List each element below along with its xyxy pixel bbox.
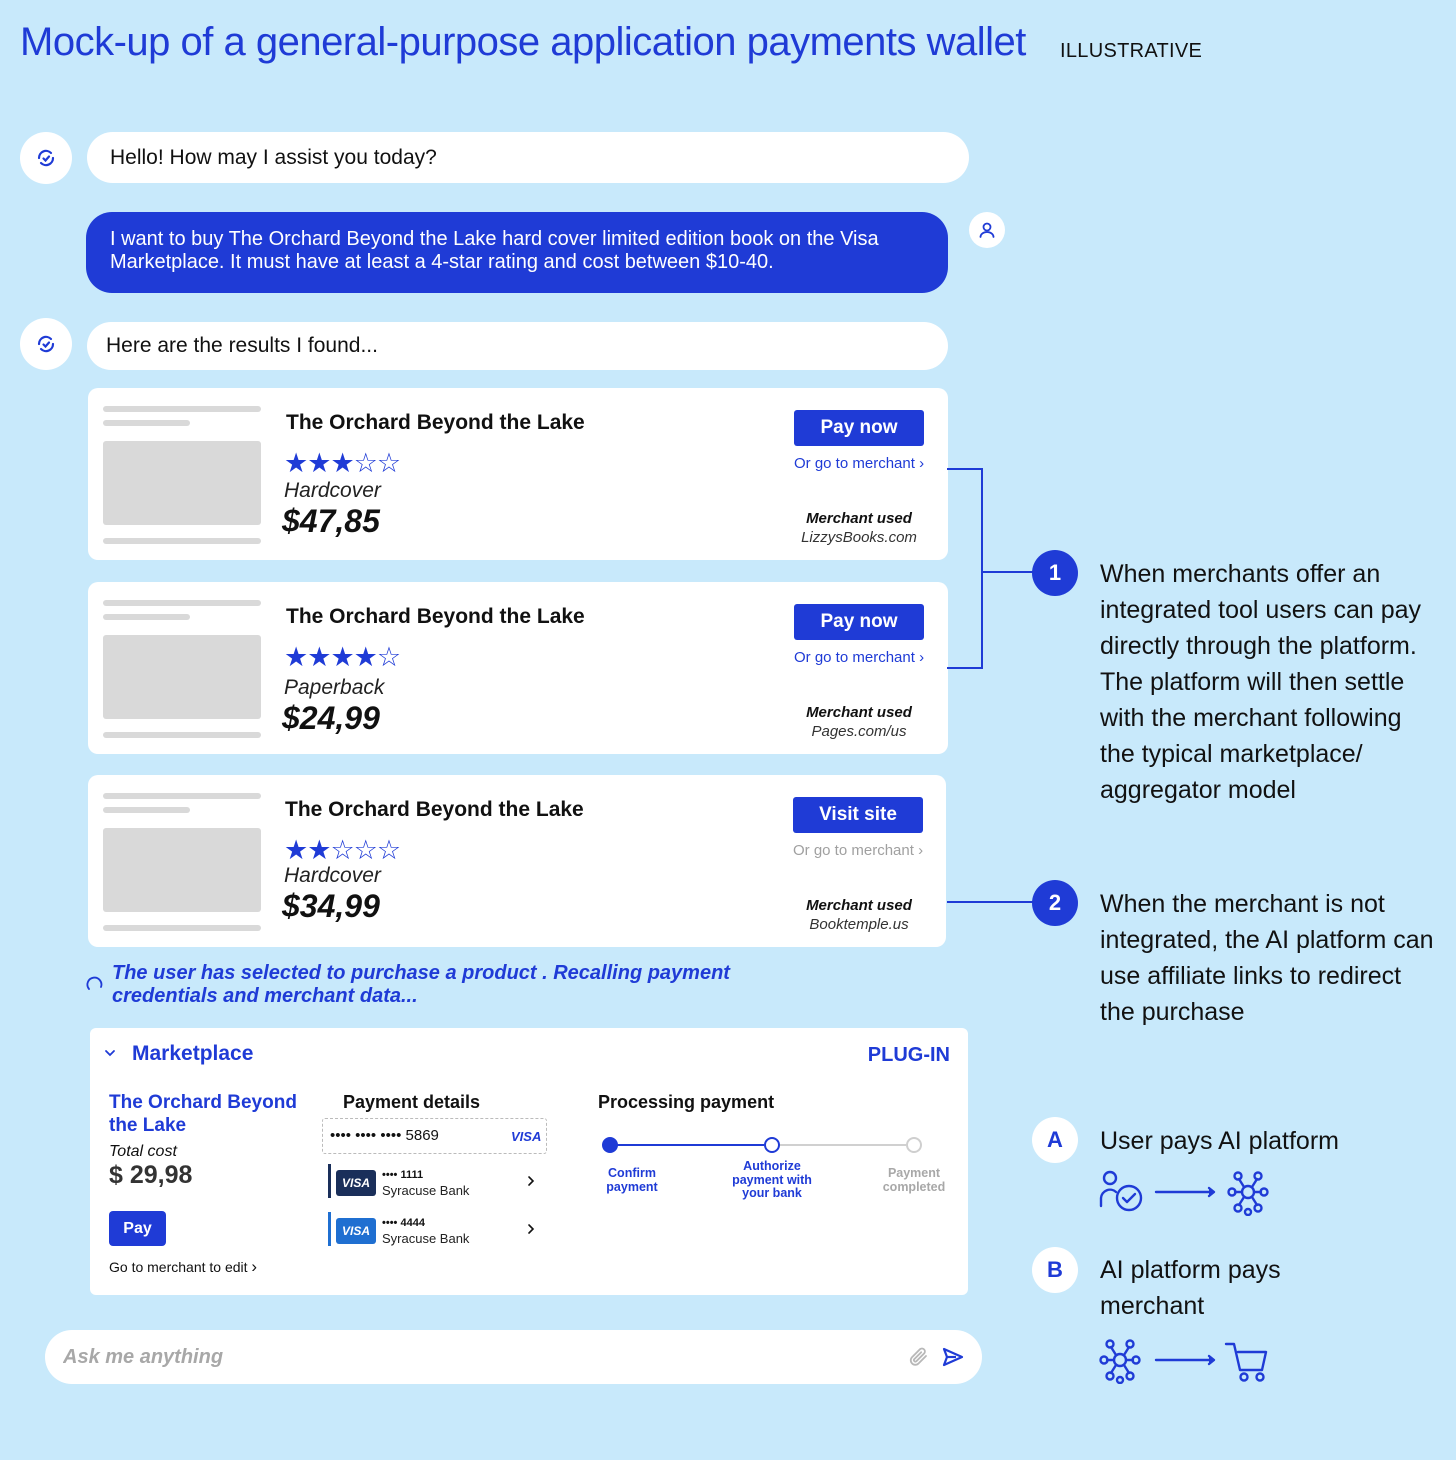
step-confirm-dot bbox=[602, 1137, 618, 1153]
card-accent-bar bbox=[328, 1212, 331, 1246]
marketplace-panel bbox=[90, 1028, 968, 1295]
placeholder-line bbox=[103, 732, 261, 738]
placeholder-line bbox=[103, 614, 190, 620]
star-filled-icon: ★ bbox=[330, 642, 354, 672]
star-empty-icon: ☆ bbox=[353, 835, 377, 865]
saved-card-bank: Syracuse Bank bbox=[382, 1231, 470, 1246]
merchant-name: LizzysBooks.com bbox=[801, 529, 917, 546]
placeholder-line bbox=[103, 538, 261, 544]
chevron-right-icon: › bbox=[919, 455, 925, 472]
bot-avatar bbox=[20, 318, 72, 370]
star-filled-icon: ★ bbox=[353, 642, 377, 672]
product-price: $47,85 bbox=[282, 503, 380, 539]
visa-logo: VISA bbox=[511, 1129, 542, 1144]
chevron-right-icon[interactable] bbox=[526, 1174, 536, 1192]
step-authorize-dot bbox=[765, 1138, 779, 1152]
product-image-placeholder bbox=[103, 441, 261, 525]
illustrative-tag: ILLUSTRATIVE bbox=[1060, 40, 1203, 62]
status-message: The user has selected to purchase a product . Recalling payment credentials and merchant data... bbox=[112, 962, 730, 1007]
user-verified-icon bbox=[1101, 1172, 1141, 1210]
chevron-right-icon[interactable] bbox=[526, 1222, 536, 1240]
processing-payment-title: Processing payment bbox=[598, 1092, 775, 1112]
product-price: $34,99 bbox=[282, 888, 380, 924]
star-filled-icon: ★ bbox=[307, 835, 331, 865]
chevron-down-icon[interactable] bbox=[104, 1046, 116, 1064]
plugin-label: PLUG-IN bbox=[867, 1044, 950, 1066]
pay-now-button[interactable]: Pay now bbox=[794, 604, 924, 640]
card-accent-bar bbox=[328, 1164, 331, 1198]
saved-card-bank: Syracuse Bank bbox=[382, 1183, 470, 1198]
star-empty-icon: ☆ bbox=[353, 448, 377, 478]
step-completed-label: Payment completed bbox=[882, 1166, 946, 1194]
merchant-name: Booktemple.us bbox=[809, 916, 909, 933]
merchant-name: Pages.com/us bbox=[811, 723, 907, 740]
chat-input[interactable] bbox=[63, 1338, 903, 1376]
annotation-text-1: When merchants offer an integrated tool users can pay directly through the platform. The platform will then settle with the merchant following the typical marketplace/ aggregator model bbox=[1100, 560, 1422, 804]
product-price: $24,99 bbox=[282, 700, 380, 736]
annotation-marker-a: A bbox=[1032, 1117, 1078, 1163]
product-image-placeholder bbox=[103, 828, 261, 912]
chat-input-bar bbox=[45, 1330, 982, 1384]
user-pays-platform-flow bbox=[1098, 1168, 1274, 1221]
edit-link-label: Go to merchant to edit bbox=[109, 1259, 248, 1275]
product-title: The Orchard Beyond the Lake bbox=[286, 411, 585, 434]
visa-card-icon: VISA bbox=[336, 1170, 376, 1196]
ai-assistant-icon bbox=[34, 146, 58, 170]
connector-line bbox=[947, 667, 983, 669]
star-rating bbox=[284, 450, 400, 477]
connector-line bbox=[947, 901, 1037, 903]
product-image-placeholder bbox=[103, 635, 261, 719]
step-completed-dot bbox=[907, 1138, 921, 1152]
payment-details-title: Payment details bbox=[343, 1092, 481, 1112]
star-filled-icon: ★ bbox=[307, 642, 331, 672]
user-avatar bbox=[969, 212, 1005, 248]
arrow-right-icon bbox=[1156, 1188, 1214, 1196]
star-empty-icon: ☆ bbox=[330, 835, 354, 865]
star-empty-icon: ☆ bbox=[376, 448, 401, 478]
connector-line bbox=[947, 468, 983, 470]
star-filled-icon: ★ bbox=[307, 448, 331, 478]
annotation-text-b: AI platform pays merchant bbox=[1100, 1256, 1281, 1320]
bot-greeting-bubble bbox=[87, 132, 969, 183]
platform-pays-merchant-flow bbox=[1098, 1336, 1274, 1389]
annotation-marker-b: B bbox=[1032, 1247, 1078, 1293]
star-filled-icon: ★ bbox=[284, 448, 308, 478]
bot-greeting-text: Hello! How may I assist you today? bbox=[110, 145, 437, 169]
placeholder-line bbox=[103, 793, 261, 799]
annotation-text-a: User pays AI platform bbox=[1100, 1127, 1339, 1155]
bot-results-text: Here are the results I found... bbox=[106, 334, 378, 357]
go-to-merchant-link[interactable] bbox=[794, 455, 924, 472]
bot-results-bubble bbox=[87, 322, 948, 370]
star-filled-icon: ★ bbox=[284, 642, 308, 672]
product-format: Hardcover bbox=[284, 479, 381, 502]
chevron-right-icon: › bbox=[918, 842, 924, 859]
star-empty-icon: ☆ bbox=[376, 642, 401, 672]
ai-assistant-icon bbox=[34, 332, 58, 356]
product-title: The Orchard Beyond the Lake bbox=[286, 605, 585, 628]
page-title: Mock-up of a general-purpose application payments wallet bbox=[20, 20, 1026, 64]
merchant-used-label: Merchant used bbox=[806, 510, 912, 527]
placeholder-line bbox=[103, 925, 261, 931]
go-to-merchant-link[interactable] bbox=[793, 842, 923, 859]
go-to-merchant-link[interactable] bbox=[794, 649, 924, 666]
go-to-merchant-edit-link[interactable] bbox=[109, 1257, 257, 1277]
chevron-right-icon: › bbox=[251, 1257, 258, 1276]
placeholder-line bbox=[103, 600, 261, 606]
loading-spinner-icon bbox=[86, 975, 104, 998]
visa-card-icon: VISA bbox=[336, 1218, 376, 1244]
star-rating bbox=[284, 837, 400, 864]
connector-line bbox=[981, 571, 1037, 573]
chevron-right-icon: › bbox=[919, 649, 925, 666]
go-to-merchant-label: Or go to merchant bbox=[794, 455, 915, 472]
pay-now-button[interactable]: Pay now bbox=[794, 410, 924, 446]
arrow-right-icon bbox=[1156, 1356, 1214, 1364]
merchant-used-label: Merchant used bbox=[806, 897, 912, 914]
shopping-cart-icon bbox=[1226, 1344, 1266, 1381]
user-icon bbox=[977, 220, 997, 240]
go-to-merchant-label: Or go to merchant bbox=[794, 649, 915, 666]
user-message-text: I want to buy The Orchard Beyond the Lake hard cover limited edition book on the Visa Marketplace. It must have at least a 4-star rating and cost between $10-40. bbox=[110, 228, 879, 273]
marketplace-title[interactable]: Marketplace bbox=[132, 1042, 254, 1065]
annotation-text-2: When the merchant is not integrated, the AI platform can use affiliate links to redirect the purchase bbox=[1100, 890, 1434, 1026]
annotation-marker-1: 1 bbox=[1032, 550, 1078, 596]
product-format: Hardcover bbox=[284, 864, 381, 887]
star-rating bbox=[284, 644, 400, 671]
saved-card-number: •••• 1111 bbox=[382, 1169, 424, 1181]
send-icon[interactable] bbox=[942, 1346, 964, 1373]
annotation-marker-2: 2 bbox=[1032, 880, 1078, 926]
star-filled-icon: ★ bbox=[330, 448, 354, 478]
go-to-merchant-label: Or go to merchant bbox=[793, 842, 914, 859]
product-format: Paperback bbox=[284, 676, 385, 699]
placeholder-line bbox=[103, 807, 190, 813]
visit-site-button[interactable]: Visit site bbox=[793, 797, 923, 833]
product-card bbox=[88, 775, 946, 947]
ai-network-icon bbox=[1229, 1173, 1268, 1216]
user-message-bubble bbox=[86, 212, 948, 293]
star-filled-icon: ★ bbox=[284, 835, 308, 865]
merchant-used-label: Merchant used bbox=[806, 704, 912, 721]
ai-network-icon bbox=[1101, 1341, 1140, 1384]
saved-card-number: •••• 4444 bbox=[382, 1217, 425, 1229]
bot-avatar bbox=[20, 132, 72, 184]
pay-button[interactable]: Pay bbox=[109, 1211, 166, 1246]
step-confirm-label: Confirm payment bbox=[606, 1166, 658, 1194]
total-cost-value: $ 29,98 bbox=[109, 1161, 193, 1189]
total-cost-label: Total cost bbox=[109, 1143, 177, 1160]
placeholder-line bbox=[103, 406, 261, 412]
paperclip-icon[interactable] bbox=[907, 1345, 931, 1374]
step-authorize-label: Authorize payment with your bank bbox=[732, 1159, 812, 1200]
placeholder-line bbox=[103, 420, 190, 426]
connector-line bbox=[981, 468, 983, 669]
product-card bbox=[88, 582, 948, 754]
product-title: The Orchard Beyond the Lake bbox=[285, 798, 584, 821]
product-card bbox=[88, 388, 948, 560]
marketplace-product-name: The Orchard Beyond the Lake bbox=[109, 1092, 297, 1136]
selected-card-number: •••• •••• •••• 5869 bbox=[330, 1127, 439, 1144]
star-empty-icon: ☆ bbox=[376, 835, 401, 865]
